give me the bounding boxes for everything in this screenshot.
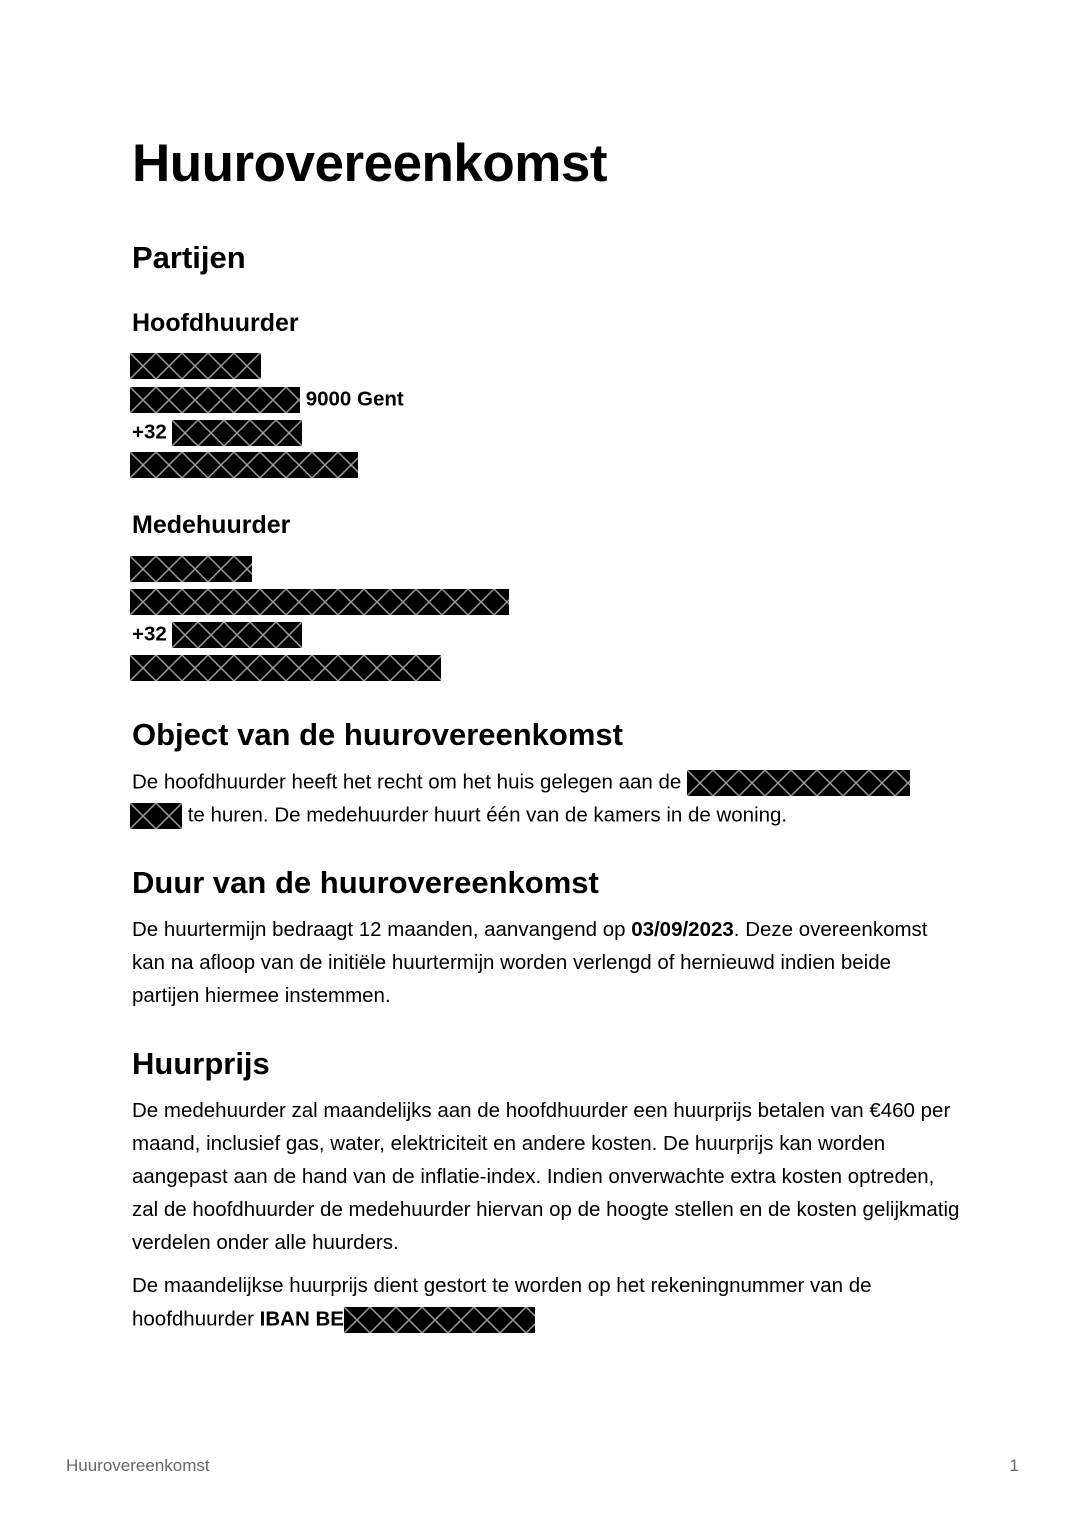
redacted-iban-number [344, 1307, 535, 1333]
duration-heading: Duur van de huurovereenkomst [132, 865, 599, 900]
main-tenant-phone-prefix: +32 [132, 420, 167, 444]
footer-page-number: 1 [1009, 1456, 1019, 1475]
redacted-co-tenant-phone [172, 622, 302, 648]
co-tenant-heading: Medehuurder [132, 511, 291, 539]
redacted-co-tenant-email [130, 655, 441, 681]
rent-paragraph-1: De medehuurder zal maandelijks aan de hoofdhuurder een huurprijs betalen van €460 per maand, inclusief gas, water, elektriciteit en andere kosten. De huurprijs kan worden aangepast aan de hand van de inflatie-index. Indien onverwachte extra kosten optreden, zal de hoofdhuurder de medehuurder hiervan op de hoogte stellen en de kosten gelijkmatig verdelen onder alle huurders. [132, 1099, 960, 1254]
duration-text-after: . Deze overeenkomst kan na afloop van de initiële huurtermijn worden verlengd of hernieuwd indien beide partijen hiermee instemmen. [132, 918, 928, 1007]
object-heading: Object van de huurovereenkomst [132, 717, 623, 752]
object-text-line2 [132, 803, 787, 829]
redacted-house-number [130, 803, 182, 829]
main-tenant-address-line [132, 387, 404, 413]
redacted-main-tenant-name [130, 353, 261, 379]
object-text-line1 [132, 770, 910, 796]
main-tenant-city: 9000 Gent [305, 387, 404, 411]
object-text-part1: De hoofdhuurder heeft het recht om het huis gelegen aan de [132, 770, 682, 794]
main-tenant-phone-line [132, 420, 302, 446]
rent-paragraph-2-prefix: hoofdhuurder [132, 1307, 260, 1331]
redacted-co-tenant-name [130, 556, 252, 582]
rent-paragraph-2-line2 [132, 1307, 535, 1333]
redacted-co-tenant-address [130, 589, 509, 615]
duration-paragraph [132, 913, 962, 1012]
start-date: 03/09/2023 [631, 918, 734, 941]
footer-document-title: Huurovereenkomst [66, 1456, 210, 1475]
co-tenant-phone-line [132, 622, 302, 648]
document-title: Huurovereenkomst [132, 134, 608, 193]
redacted-main-tenant-phone [172, 420, 302, 446]
object-text-part2: te huren. De medehuurder huurt één van de kamers in de woning. [187, 803, 788, 827]
iban-label: IBAN BE [259, 1307, 344, 1331]
redacted-main-tenant-email [130, 452, 358, 478]
rent-paragraph-2-line1: De maandelijkse huurprijs dient gestort te worden op het rekeningnummer van de [132, 1274, 872, 1297]
redacted-main-tenant-street [130, 387, 300, 413]
co-tenant-phone-prefix: +32 [132, 622, 167, 646]
duration-text-before: De huurtermijn bedraagt 12 maanden, aanvangend op [132, 918, 632, 941]
redacted-house-address [687, 770, 910, 796]
parties-heading: Partijen [132, 240, 246, 275]
rent-heading: Huurprijs [132, 1046, 270, 1081]
main-tenant-heading: Hoofdhuurder [132, 309, 299, 337]
